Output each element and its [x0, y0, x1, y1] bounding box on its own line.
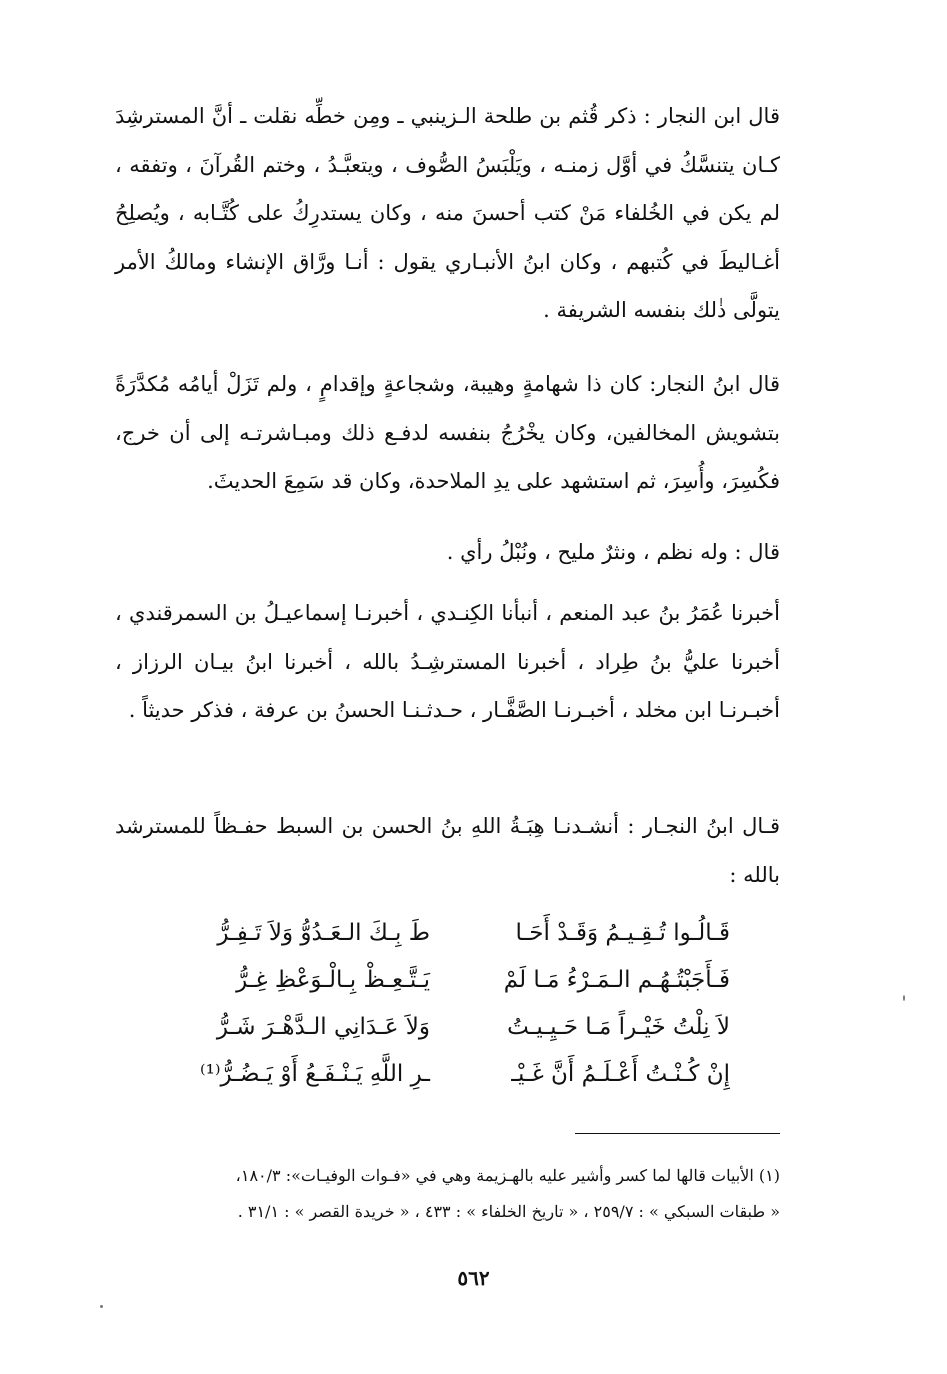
poem-verse: [160, 1004, 730, 1050]
verse-second-hemistich: وَلاَ عَـدَانِي الـدَّهْـرَ شَـرُّ: [216, 1014, 430, 1040]
verse-first-hemistich: لاَ نِلْتُ خَيْـراً مَـا حَـيِـيـتُ: [507, 1014, 730, 1040]
verse-second-hemistich: طَ بِـكَ الـعَـدُوُّ وَلاَ تَـفِـرُّ: [217, 920, 430, 946]
paragraph-3: قال : وله نظم ، ونثرٌ مليح ، ونُبْلُ رأي .: [446, 540, 780, 564]
footnote-separator: [575, 1133, 780, 1134]
poem-verse: [160, 957, 730, 1003]
verse-second-hemistich: يَـتَّـعِـظْ بِـالْـوَعْظِ غِـرُّ: [236, 967, 430, 993]
poem-verse: [160, 1051, 730, 1097]
poem-verse: [160, 910, 730, 956]
verse-second-hemistich: ـرِ اللَّهِ يَـنْـفَـعُ أَوْ يَـضُـرُّ⁽¹⁾: [200, 1061, 430, 1087]
paragraph-4: أخبرنا عُمَرُ بنُ عبد المنعم ، أنبأنا الكِنـدي ، أخبرنـا إسماعيـلُ بن السمرقندي ، أخبرنا عليُّ بنُ طِراد ، أخبرنا المسترشِـدُ بالله ، أخبرنا ابنُ بيـان الرزاز ، أخبـرنـا ابن مخلد ، أخبـرنـا الصَّفَّـار ، حـدثـنـا الحسنُ بن عرفة ، فذكر حديثاً .: [115, 601, 780, 722]
paragraph-2: قال ابنُ النجار: كان ذا شهامةٍ وهيبة، وشجاعةٍ وإقدامٍ ، ولم تَزَلْ أيامُه مُكدَّرَةً بتشويش المخالفين، وكان يخْرُجُ بنفسه لدفـع ذلك ومبـاشرتـه إلى أن خرج، فكُسِرَ، وأُسِرَ، ثم استشهد على يدِ الملاحدة، وكان قد سَمِعَ الحديثَ.: [115, 372, 780, 493]
paragraph-1: قال ابن النجار : ذكر قُثم بن طلحة الـزينبي ـ ومِن خطِّه نقلت ـ أنَّ المسترشِدَ كـان يتنسَّكُ في أوَّل زمنـه ، ويَلْبَسُ الصُّوف ، ويتعبَّـدُ ، وختم القُرآنَ ، وتفقه ، لم يكن في الخُلفاء مَنْ كتب أحسنَ منه ، وكان يستدرِكُ على كُتَّـابه ، ويُصلِحُ أغـاليطَ في كُتبهم ، وكان ابنُ الأنبـاري يقول : أنـا ورَّاق الإنشاء ومالكُ الأمر يتولَّى ذٰلك بنفسه الشريفة .: [115, 104, 780, 322]
verse-first-hemistich: قَـالُـوا تُـقِـيـمُ وَقَـدْ أَحَـا: [515, 920, 730, 946]
scan-speck: [903, 995, 905, 1001]
paragraph-5: قـال ابنُ النجـار : أنشـدنـا هِبَـةُ اللهِ بنُ الحسن بن السبط حفـظاً للمسترشد بالله :: [115, 814, 780, 887]
footnote-line-2: « طبقات السبكي » : ٢٥٩/٧ ، « تاريخ الخلفاء » : ٤٣٣ ، « خريدة القصر » : ٣١/١ .: [237, 1202, 780, 1221]
scan-speck: [100, 1305, 103, 1308]
page-number: ٥٦٢: [457, 1266, 490, 1290]
verse-first-hemistich: فَـأَجَبْتُـهُـم الـمَـرْءُ مَـا لَمْ: [503, 967, 730, 993]
verse-first-hemistich: إِنْ كُـنْـتُ أَعْـلَـمُ أَنَّ غَـيْـ: [511, 1061, 730, 1087]
footnote-line-1: (١) الأبيات قالها لما كسر وأشير عليه بالهـزيمة وهي في «فـوات الوفيـات»: ١٨٠/٣،: [235, 1166, 780, 1185]
